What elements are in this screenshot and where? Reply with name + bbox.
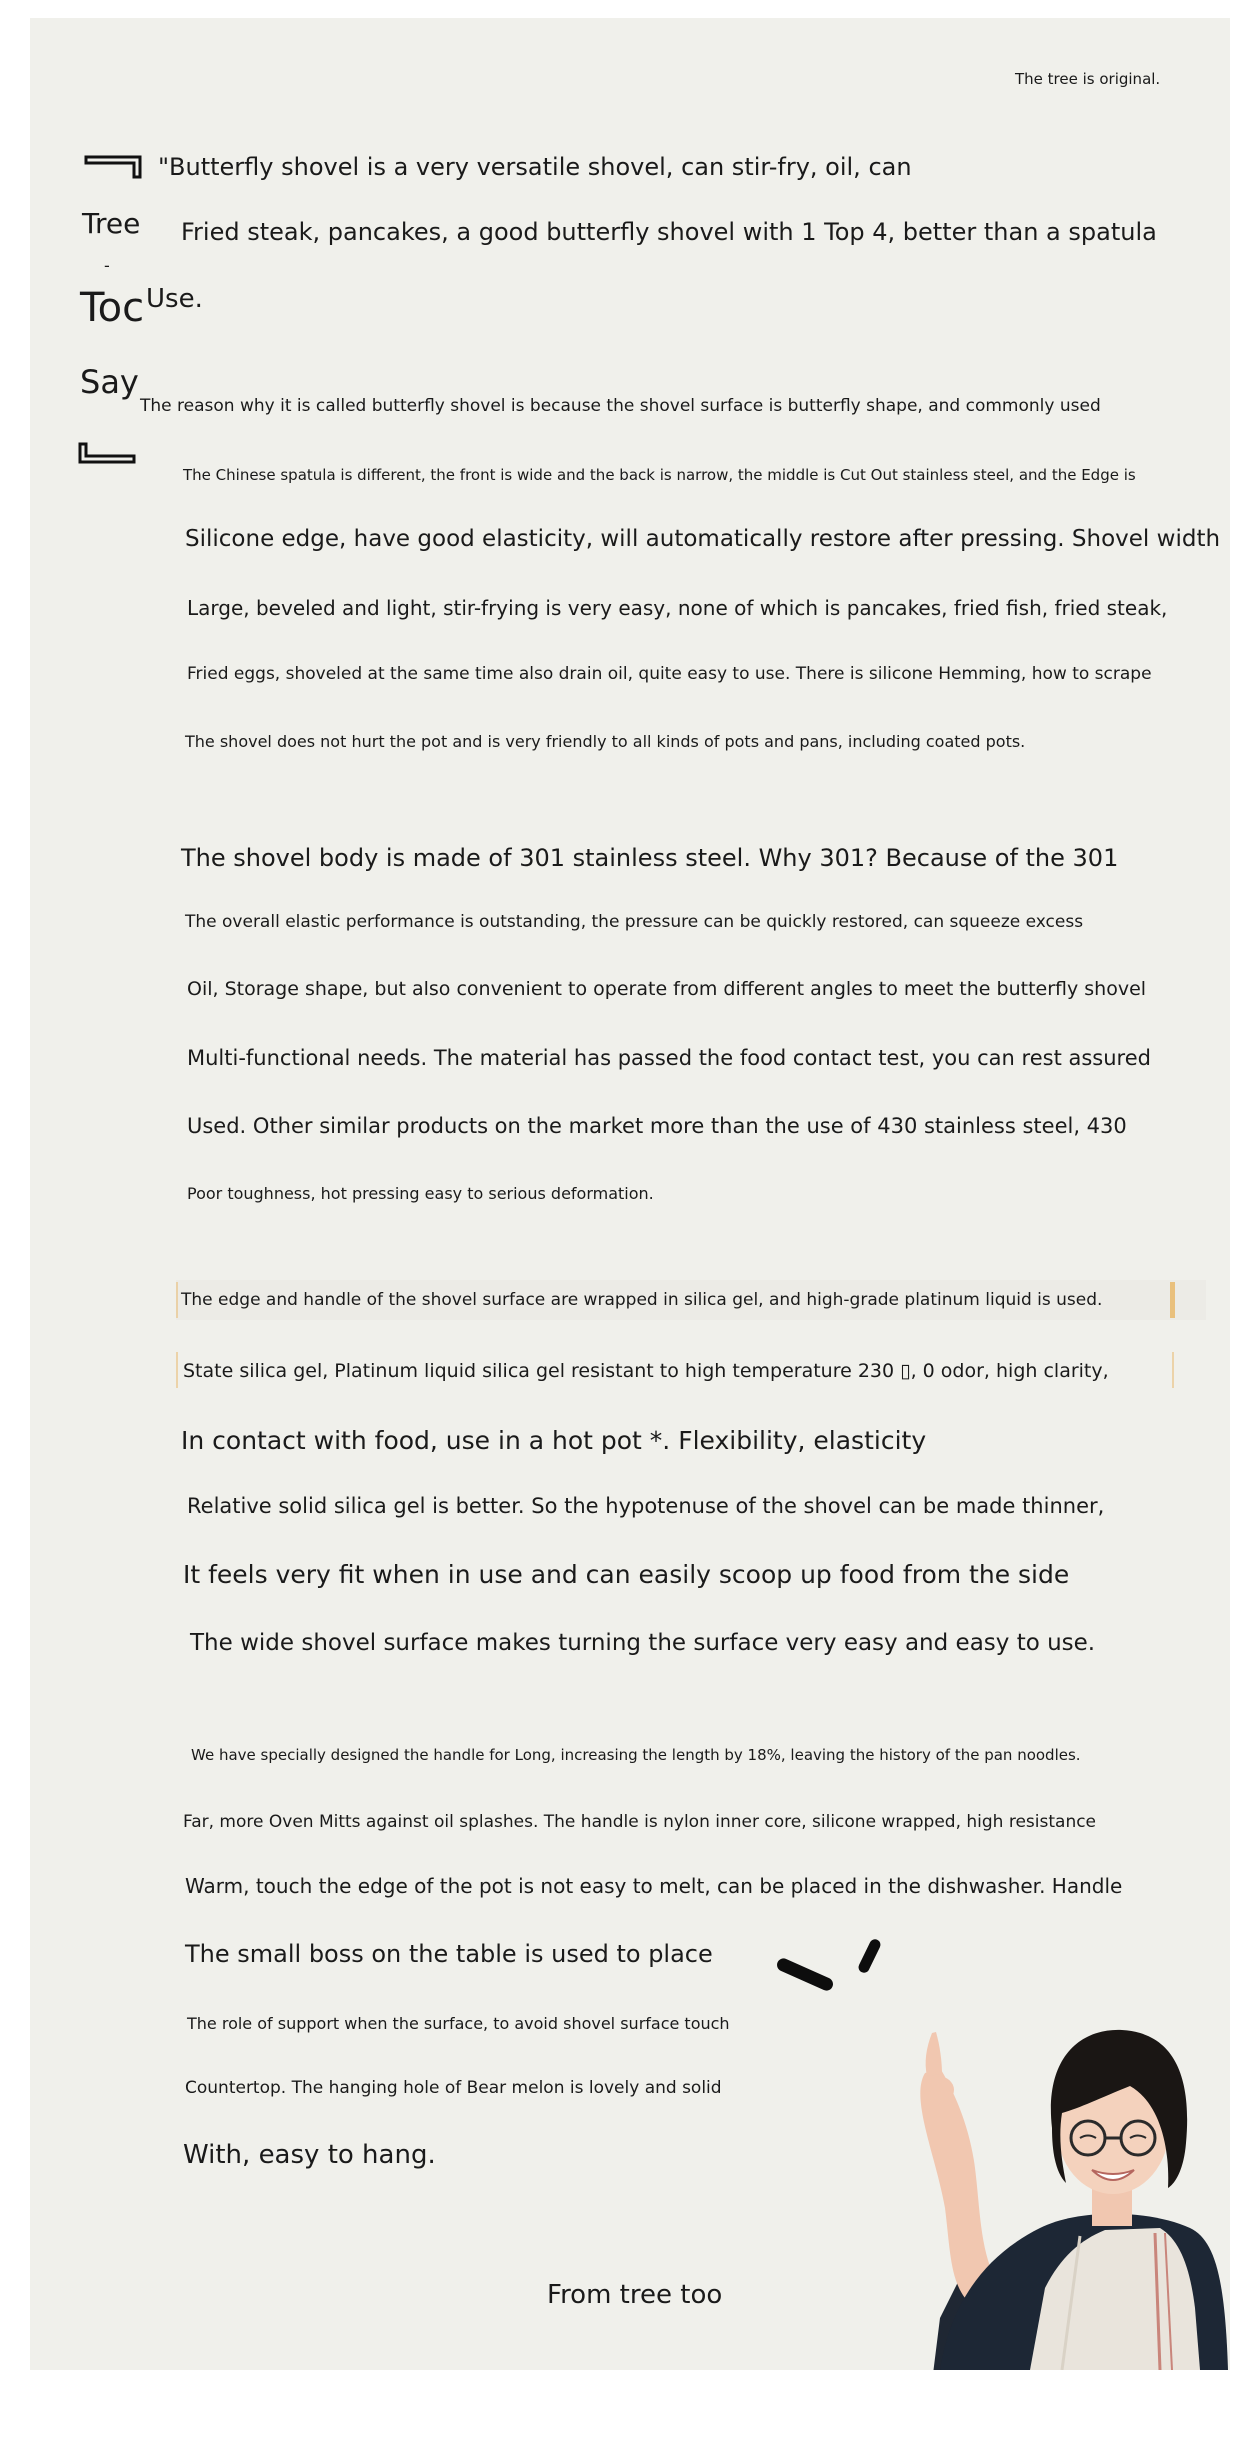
article-card: [30, 18, 1230, 2370]
p5-line-3: Warm, touch the edge of the pot is not easy to melt, can be placed in the dishwasher. Handle: [185, 1874, 1123, 1898]
p1-line-2: Fried steak, pancakes, a good butterfly shovel with 1 Top 4, better than a spatula: [181, 218, 1157, 246]
top-bracket-icon: [84, 155, 144, 179]
p5-line-7: With, easy to hang.: [183, 2140, 436, 2170]
p2-line-3: Silicone edge, have good elasticity, will automatically restore after pressing. Shovel width: [185, 526, 1221, 552]
p2-line-1: The reason why it is called butterfly shovel is because the shovel surface is butterfly shape, and commonly used: [140, 396, 1101, 416]
p3-line-6: Poor toughness, hot pressing easy to serious deformation.: [187, 1184, 654, 1203]
highlight-accent-left-2: [176, 1352, 178, 1388]
p3-line-3: Oil, Storage shape, but also convenient to operate from different angles to meet the butterfly shovel: [187, 978, 1147, 1000]
side-label-say: Say: [80, 363, 139, 401]
person-illustration: [830, 1978, 1230, 2370]
p4-line-4: Relative solid silica gel is better. So the hypotenuse of the shovel can be made thinner,: [187, 1494, 1105, 1518]
decor-stroke-2: [857, 1937, 883, 1974]
p4-line-6: The wide shovel surface makes turning the surface very easy and easy to use.: [190, 1630, 1096, 1656]
p4-line-2: State silica gel, Platinum liquid silica gel resistant to high temperature 230 ▯, 0 odor, high clarity,: [183, 1360, 1109, 1382]
header-tag: The tree is original.: [1015, 70, 1161, 88]
footer-signature: From tree too: [547, 2280, 723, 2310]
side-label-tree: Tree: [82, 207, 141, 240]
p1-line-3: Use.: [146, 284, 203, 314]
p2-line-4: Large, beveled and light, stir-frying is very easy, none of which is pancakes, fried fish, fried steak,: [187, 596, 1168, 620]
side-label-dash: -: [104, 256, 110, 275]
p5-line-4: The small boss on the table is used to place: [185, 1940, 713, 1968]
side-label-toc: Toc: [80, 285, 145, 331]
p5-line-5: The role of support when the surface, to avoid shovel surface touch: [187, 2014, 730, 2033]
p2-line-2: The Chinese spatula is different, the front is wide and the back is narrow, the middle is Cut Out stainless steel, and the Edge is: [183, 466, 1136, 484]
p4-line-1: The edge and handle of the shovel surface are wrapped in silica gel, and high-grade platinum liquid is used.: [181, 1290, 1103, 1310]
bottom-bracket-icon: [76, 442, 138, 466]
decor-stroke-1: [775, 1956, 835, 1992]
p5-line-1: We have specially designed the handle for Long, increasing the length by 18%, leaving the history of the pan noodles.: [191, 1746, 1081, 1764]
highlight-accent-right-2: [1172, 1352, 1174, 1388]
p3-line-1: The shovel body is made of 301 stainless steel. Why 301? Because of the 301: [181, 844, 1119, 872]
p4-line-5: It feels very fit when in use and can easily scoop up food from the side: [183, 1560, 1070, 1589]
p3-line-4: Multi-functional needs. The material has passed the food contact test, you can rest assured: [187, 1046, 1151, 1070]
p3-line-5: Used. Other similar products on the market more than the use of 430 stainless steel, 430: [187, 1114, 1127, 1138]
highlight-accent-left: [176, 1282, 178, 1318]
p5-line-6: Countertop. The hanging hole of Bear melon is lovely and solid: [185, 2078, 722, 2098]
p3-line-2: The overall elastic performance is outstanding, the pressure can be quickly restored, can squeeze excess: [185, 912, 1084, 932]
highlight-accent-right: [1170, 1282, 1175, 1318]
p2-line-5: Fried eggs, shoveled at the same time also drain oil, quite easy to use. There is silicone Hemming, how to scrape: [187, 664, 1152, 684]
p1-line-1: "Butterfly shovel is a very versatile shovel, can stir-fry, oil, can: [158, 153, 912, 181]
p5-line-2: Far, more Oven Mitts against oil splashes. The handle is nylon inner core, silicone wrapped, high resistance: [183, 1812, 1097, 1832]
p4-line-3: In contact with food, use in a hot pot *. Flexibility, elasticity: [181, 1426, 927, 1455]
p2-line-6: The shovel does not hurt the pot and is very friendly to all kinds of pots and pans, including coated pots.: [185, 732, 1026, 751]
